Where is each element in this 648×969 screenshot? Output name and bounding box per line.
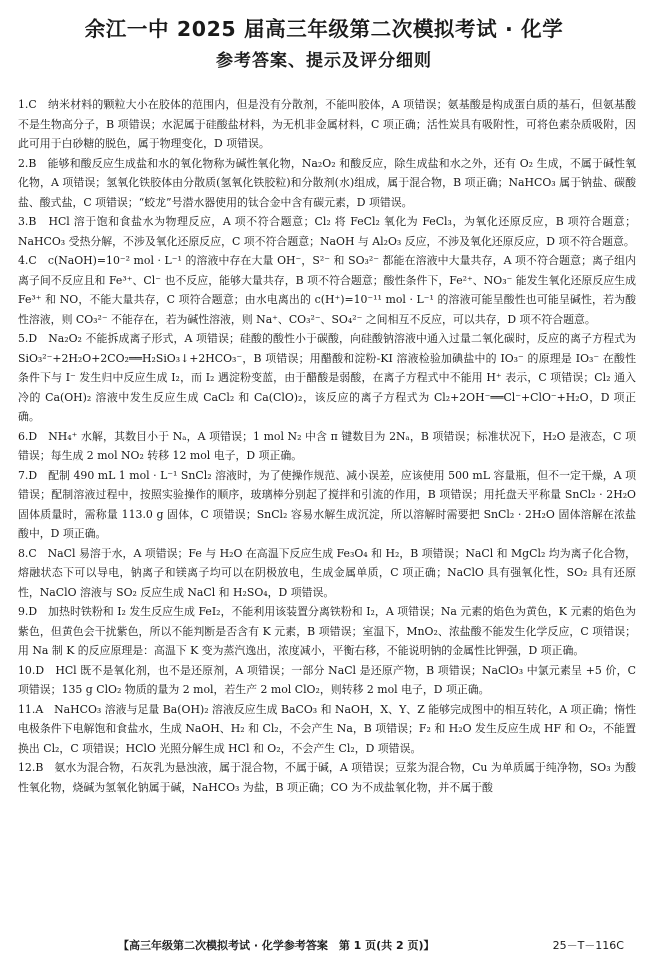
footer-code: 25－T－116C xyxy=(552,939,624,952)
answer-item-11: 11.A NaHCO₃ 溶液与足量 Ba(OH)₂ 溶液反应生成 BaCO₃ 和 NaOH，X、Y、Z 能够完成图中的相互转化，A 项正确；惰性电极条件下电解饱和食盐水，生成 NaOH、H₂ 和 Cl₂，不会产生 Na，B 项错误；F₂ 和 H₂O 发生反应生成 HF 和 O₂，不能置换出 Cl₂，C 项错误；HClO 光照分解生成 HCl 和 O₂，不会产生 Cl₂，D 项错误。 xyxy=(18,702,636,755)
page-title: 余江一中 2025 届高三年级第二次模拟考试 · 化学 xyxy=(84,17,564,41)
answer-item-7: 7.D 配制 490 mL 1 mol · L⁻¹ SnCl₂ 溶液时，为了使操作规范、减小误差，应该使用 500 mL 容量瓶，但不一定干燥，A 项错误；配制溶液过程中，按照实验操作的顺序，玻璃棒分别起了搅拌和引流的作用，B 项错误；用托盘天平称量 SnCl₂ · 2H₂O 固体质量时，需称量 113.0 g 固体，C 项错误；SnCl₂ 容易水解生成沉淀，所以溶解时需要把 SnCl₂ · 2H₂O 固体溶解在浓盐酸中，D 项正确。 xyxy=(18,468,636,540)
answer-item-5: 5.D Na₂O₂ 不能拆成离子形式，A 项错误；硅酸的酸性小于碳酸，向硅酸钠溶液中通入过量二氧化碳时，反应的离子方程式为 SiO₃²⁻+2H₂O+2CO₂══H₂SiO₃↓+2HCO₃⁻，B 项错误；用醋酸和淀粉-KI 溶液检验加碘盐中的 IO₃⁻ 的原理是 IO₃⁻ 在酸性条件下与 I⁻ 发生归中反应生成 I₂，而 I₂ 遇淀粉变蓝，由于醋酸是弱酸，在离子方程式中不能用 H⁺ 表示，C 项错误；Cl₂ 通入冷的 Ca(OH)₂ 溶液中发生反应生成 CaCl₂ 和 Ca(ClO)₂，该反应的离子方程式为 Cl₂+2OH⁻══Cl⁻+ClO⁻+H₂O，D 项正确。 xyxy=(18,332,636,423)
answer-item-3: 3.B HCl 溶于饱和食盐水为物理反应，A 项不符合题意；Cl₂ 将 FeCl₂ 氧化为 FeCl₃，为氧化还原反应，B 项符合题意；NaHCO₃ 受热分解，不涉及氧化还原反应，C 项不符合题意；NaOH 与 Al₂O₃ 反应，不涉及氧化还原反应，D 项不符合题意。 xyxy=(18,215,636,248)
answer-item-12: 12.B 氨水为混合物，石灰乳为悬浊液，属于混合物，不属于碱，A 项错误；豆浆为混合物，Cu 为单质属于纯净物，SO₃ 为酸性氧化物，烧碱为氢氧化钠属于碱，NaHCO₃ 为盐，B 项正确；CO 为不成盐氧化物，并不属于酸 xyxy=(18,761,636,794)
footer-page-info: 【高三年级第二次模拟考试 · 化学参考答案 第 1 页(共 2 页)】 xyxy=(118,939,435,952)
answer-item-8: 8.C NaCl 易溶于水，A 项错误；Fe 与 H₂O 在高温下反应生成 Fe₃O₄ 和 H₂，B 项错误；NaCl 和 MgCl₂ 均为离子化合物，熔融状态下可以导电，钠离子和镁离子均可以在阴极放电，生成金属单质，C 项正确；NaClO 具有强氧化性，SO₂ 具有还原性，NaClO 溶液与 SO₂ 反应生成 NaCl 和 H₂SO₄，D 项错误。 xyxy=(18,546,636,599)
page-subtitle: 参考答案、提示及评分细则 xyxy=(216,51,432,71)
answer-item-4: 4.C c(NaOH)=10⁻² mol · L⁻¹ 的溶液中存在大量 OH⁻，S²⁻ 和 SO₃²⁻ 都能在溶液中大量共存，A 项不符合题意；离子组内离子间不反应且和 Fe³⁺、Cl⁻ 也不反应，能够大量共存，B 项不符合题意；酸性条件下，Fe²⁺、NO₃⁻ 能发生氧化还原反应生成 Fe³⁺ 和 NO，不能大量共存，C 项符合题意；由水电离出的 c(H⁺)=10⁻¹¹ mol · L⁻¹ 的溶液可能呈酸性也可能呈碱性，若为酸性溶液，则 CO₃²⁻ 不能存在，若为碱性溶液，则 Na⁺、CO₃²⁻、SO₄²⁻ 之间相互不反应，可以共存，D 项不符合题意。 xyxy=(18,254,636,326)
answer-item-9: 9.D 加热时铁粉和 I₂ 发生反应生成 FeI₂，不能利用该装置分离铁粉和 I₂，A 项错误；Na 元素的焰色为黄色，K 元素的焰色为紫色，但黄色会干扰紫色，所以不能判断是否含有 K 元素，B 项错误；室温下，MnO₂、浓盐酸不能发生化学反应，C 项错误；用 Na 制 K 的反应原理是：高温下 K 变为蒸汽逸出，浓度减小，平衡右移，不能说明钠的金属性比钾强，D 项正确。 xyxy=(18,605,636,657)
answer-item-6: 6.D NH₄⁺ 水解，其数目小于 Nₐ，A 项错误；1 mol N₂ 中含 π 键数目为 2Nₐ，B 项错误；标准状况下，H₂O 是液态，C 项错误；每生成 2 mol NO₂ 转移 12 mol 电子，D 项正确。 xyxy=(18,429,636,462)
answer-item-1: 1.C 纳米材料的颗粒大小在胶体的范围内，但是没有分散剂，不能叫胶体，A 项错误；氨基酸是构成蛋白质的基石，但氨基酸不是生物高分子，B 项错误；水泥属于硅酸盐材料，为无机非金属材料，C 项正确；活性炭具有吸附性，可将色素杂质吸附，因此可用于白砂糖的脱色，属于物理变化，D 项错误。 xyxy=(18,98,636,150)
page-footer xyxy=(0,937,648,957)
answer-item-2: 2.B 能够和酸反应生成盐和水的氧化物称为碱性氧化物，Na₂O₂ 和酸反应，除生成盐和水之外，还有 O₂ 生成，不属于碱性氧化物，A 项错误；氢氧化铁胶体由分散质(氢氧化铁胶粒)和分散剂(水)组成，属于混合物，B 项正确；NaHCO₃ 属于钠盐、碳酸盐、酸式盐，C 项错误；“蛟龙”号潜水器使用的钛合金中含有碳元素，D 项错误。 xyxy=(18,156,636,209)
answer-item-10: 10.D HCl 既不是氧化剂，也不是还原剂，A 项错误；一部分 NaCl 是还原产物，B 项错误；NaClO₃ 中氯元素呈 +5 价，C 项错误；135 g ClO₂ 物质的量为 2 mol，若生产 2 mol ClO₂，则转移 2 mol 电子，D 项正确。 xyxy=(18,663,636,696)
answer-list xyxy=(18,95,636,797)
